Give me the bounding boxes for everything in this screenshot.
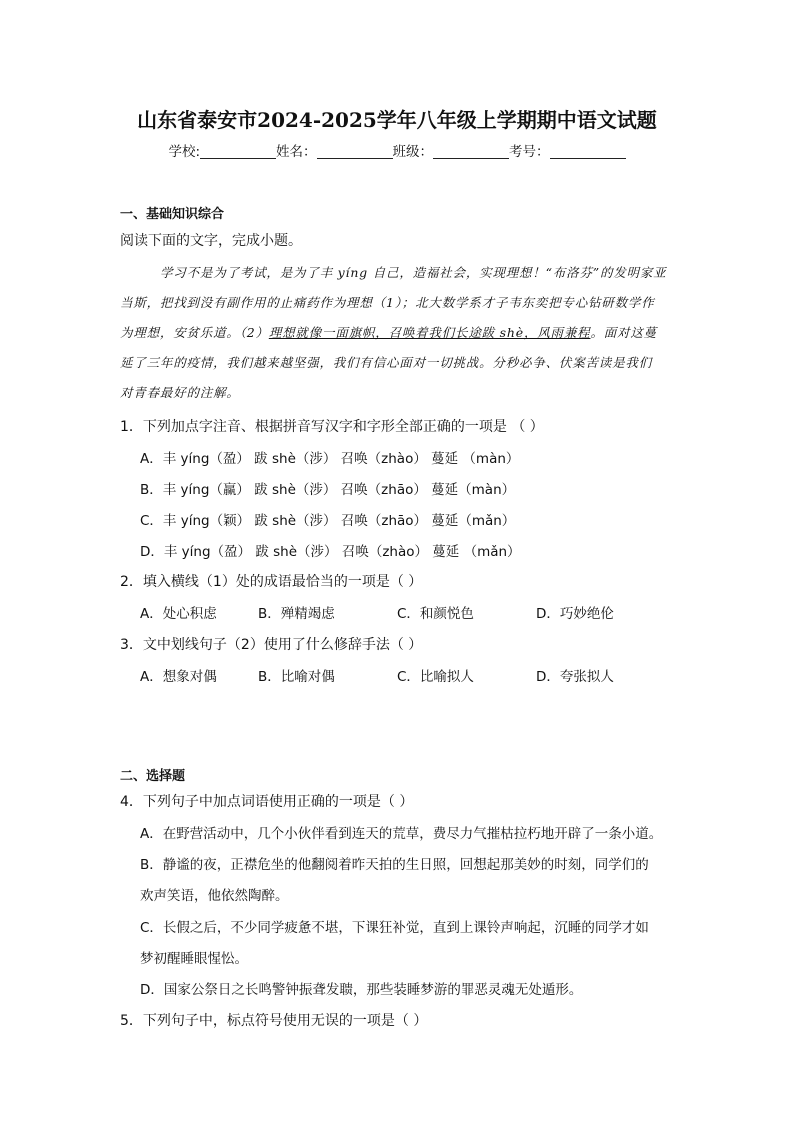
passage-line-3b: 。面对这蔓 <box>590 325 657 340</box>
question-2-option-a[interactable]: A．处心积虑 <box>140 606 217 622</box>
question-1-option-b[interactable]: B．丰 yíng（赢） 跋 shè（涉） 召唤（zhāo） 蔓延（màn） <box>140 482 516 498</box>
passage-line-1: 学习不是为了考试，是为了丰 yíng 自己，造福社会，实现理想！“布洛芬”的发明家亚 <box>160 265 667 280</box>
exam-no-blank[interactable] <box>550 144 626 159</box>
question-3-option-a[interactable]: A．想象对偶 <box>140 669 217 685</box>
question-3-stem: 3．文中划线句子（2）使用了什么修辞手法（ ） <box>120 637 423 653</box>
school-blank[interactable] <box>200 144 276 159</box>
school-label: 学校: <box>168 144 201 160</box>
question-4-option-b-cont: 欢声笑语，他依然陶醉。 <box>140 888 289 904</box>
passage-line-4: 延了三年的疫情，我们越来越坚强，我们有信心面对一切挑战。分秒必争、伏案苦读是我们 <box>120 355 653 370</box>
question-4-option-d[interactable]: D．国家公祭日之长鸣警钟振聋发聩，那些装睡梦游的罪恶灵魂无处遁形。 <box>140 982 583 998</box>
reading-instruction: 阅读下面的文字，完成小题。 <box>120 233 302 249</box>
passage-line-2: 当斯，把找到没有副作用的止痛药作为理想（1）；北大数学系才子韦东奕把专心钻研数学作 <box>120 295 655 310</box>
question-1-stem: 1．下列加点字注音、根据拼音写汉字和字形全部正确的一项是 （ ） <box>120 419 544 435</box>
question-4-stem: 4．下列句子中加点词语使用正确的一项是（ ） <box>120 794 414 810</box>
passage-line-5: 对青春最好的注解。 <box>120 385 240 400</box>
question-2-option-b[interactable]: B．殚精竭虑 <box>258 606 335 622</box>
underlined-sentence: 理想就像一面旗帜，召唤着我们长途跋 shè，风雨兼程 <box>268 325 591 340</box>
question-1-option-c[interactable]: C．丰 yíng（颖） 跋 shè（涉） 召唤（zhāo） 蔓延（mǎn） <box>140 513 516 529</box>
section-heading-1: 一、基础知识综合 <box>120 207 225 222</box>
question-5-stem: 5．下列句子中，标点符号使用无误的一项是（ ） <box>120 1013 428 1029</box>
question-4-option-c[interactable]: C．长假之后，不少同学疲惫不堪，下课狂补觉，直到上课铃声响起，沉睡的同学才如 <box>140 920 649 936</box>
class-label: 班级： <box>392 144 434 160</box>
question-3-option-c[interactable]: C．比喻拟人 <box>397 669 474 685</box>
question-1-option-d[interactable]: D．丰 yíng（盈） 跋 shè（涉） 召唤（zhào） 蔓延 （mǎn） <box>140 544 521 560</box>
passage-line-3 <box>120 323 680 341</box>
question-2-stem: 2．填入横线（1）处的成语最恰当的一项是（ ） <box>120 574 423 590</box>
question-3-option-b[interactable]: B．比喻对偶 <box>258 669 335 685</box>
question-4-option-a[interactable]: A．在野营活动中，几个小伙伴看到连天的荒草，费尽力气摧枯拉朽地开辟了一条小道。 <box>140 826 663 842</box>
question-3-option-d[interactable]: D．夸张拟人 <box>536 669 614 685</box>
exam-no-label: 考号： <box>509 144 550 160</box>
question-2-option-c[interactable]: C．和颜悦色 <box>397 606 474 622</box>
student-info-line <box>0 140 794 160</box>
question-2-option-d[interactable]: D．巧妙绝伦 <box>536 606 614 622</box>
section-heading-2: 二、选择题 <box>120 769 186 784</box>
exam-title: 山东省泰安市2024-2025学年八年级上学期期中语文试题 <box>137 108 657 132</box>
class-blank[interactable] <box>433 144 509 159</box>
question-1-option-a[interactable]: A．丰 yíng（盈） 跋 shè（涉） 召唤（zhào） 蔓延 （màn） <box>140 451 520 467</box>
question-4-option-c-cont: 梦初醒睡眼惺忪。 <box>140 951 248 967</box>
passage-line-3a: 为理想，安贫乐道。（2） <box>120 325 269 340</box>
name-blank[interactable] <box>317 144 393 159</box>
name-label: 姓名： <box>276 144 317 160</box>
question-4-option-b[interactable]: B．静谧的夜，正襟危坐的他翻阅着昨天拍的生日照，回想起那美妙的时刻，同学们的 <box>140 857 649 873</box>
